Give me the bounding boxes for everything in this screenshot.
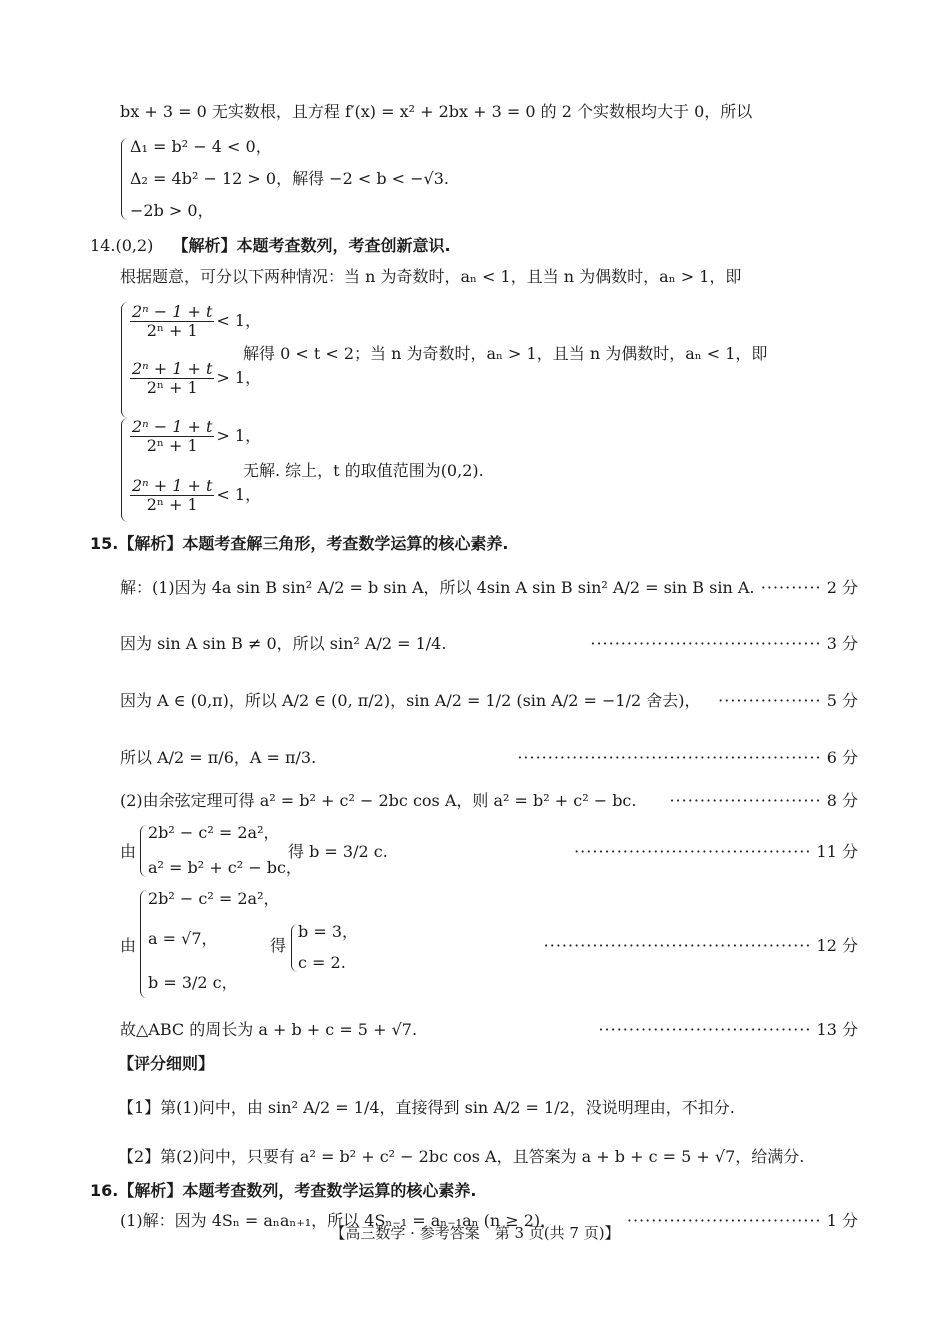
fraction-denominator: 2ⁿ + 1 bbox=[146, 495, 198, 514]
system-line: a² = b² + c² − bc， bbox=[148, 858, 302, 877]
system-brace bbox=[121, 138, 128, 220]
system-brace bbox=[291, 924, 298, 972]
q14-paragraph: 根据题意，可分以下两种情况：当 n 为奇数时，aₙ < 1，且当 n 为偶数时，aₙ > 1，即 bbox=[120, 267, 742, 286]
system-line: 2b² − c² = 2a²， bbox=[148, 823, 280, 842]
system-line: Δ₁ = b² − 4 < 0， bbox=[130, 137, 272, 156]
score-label: ············································ 12 分 bbox=[543, 936, 858, 955]
inequality bbox=[128, 360, 261, 397]
score-label: ················· 5 分 bbox=[718, 691, 858, 710]
system-line: c = 2. bbox=[298, 953, 346, 972]
q15-step: 所以 A/2 = π/6，A = π/3. bbox=[120, 748, 317, 767]
inequality bbox=[128, 418, 261, 455]
rubric-heading: 【评分细则】 bbox=[118, 1054, 215, 1073]
q15-step: 得 bbox=[270, 936, 287, 955]
fraction-denominator: 2ⁿ + 1 bbox=[146, 436, 198, 455]
q15-step: 解：(1)因为 4a sin B sin² A/2 = b sin A，所以 4sin A sin B sin² A/2 = sin B sin A. bbox=[120, 578, 755, 597]
relation: < 1， bbox=[216, 311, 262, 330]
system-line: b = 3/2 c， bbox=[148, 973, 238, 992]
inequality bbox=[128, 477, 261, 514]
score-label: ································ 1 分 bbox=[626, 1211, 858, 1230]
score-label: ························· 8 分 bbox=[669, 791, 858, 810]
page-footer: 【高三数学 · 参考答案 第 3 页(共 7 页)】 bbox=[330, 1224, 620, 1242]
rubric-item: 【2】第(2)问中，只要有 a² = b² + c² − 2bc cos A，且答案为 a + b + c = 5 + √7，给满分. bbox=[118, 1147, 805, 1166]
relation: > 1， bbox=[216, 426, 262, 445]
system-line: a = √7， bbox=[148, 929, 218, 948]
q14-number: 14.(0,2) bbox=[90, 236, 154, 255]
q16-step: (1)解：因为 4Sₙ = aₙaₙ₊₁，所以 4Sₙ₋₁ = aₙ₋₁aₙ (n ≥ 2)， bbox=[120, 1211, 557, 1230]
system-brace bbox=[140, 890, 147, 998]
system-line: 2b² − c² = 2a²， bbox=[148, 889, 280, 908]
q15-step-prefix: 由 bbox=[120, 842, 137, 861]
fraction-numerator: 2ⁿ − 1 + t bbox=[132, 302, 213, 321]
q14-heading bbox=[90, 235, 451, 257]
q15-step: 因为 sin A sin B ≠ 0，所以 sin² A/2 = 1/4. bbox=[120, 634, 447, 653]
q15-heading: 15.【解析】本题考查解三角形，考查数学运算的核心素养. bbox=[90, 534, 509, 553]
relation: < 1， bbox=[216, 485, 262, 504]
fraction-denominator: 2ⁿ + 1 bbox=[146, 321, 198, 340]
q15-step: (2)由余弦定理可得 a² = b² + c² − 2bc cos A，则 a² = b² + c² − bc. bbox=[120, 791, 637, 810]
system-line: Δ₂ = 4b² − 12 > 0，解得 −2 < b < −√3. bbox=[130, 169, 450, 188]
fraction-numerator: 2ⁿ + 1 + t bbox=[132, 359, 213, 378]
system-line: b = 3， bbox=[298, 922, 359, 941]
q16-heading: 16.【解析】本题考查数列，考查数学运算的核心素养. bbox=[90, 1181, 477, 1200]
score-label: ······································ 3 分 bbox=[590, 634, 858, 653]
inequality bbox=[128, 303, 261, 340]
q14-tag: 【解析】本题考查数列，考查创新意识. bbox=[172, 236, 451, 255]
rubric-item: 【1】第(1)问中，由 sin² A/2 = 1/4，直接得到 sin A/2 = 1/2，没说明理由，不扣分. bbox=[118, 1098, 735, 1117]
q14-conclusion-2: 无解. 综上，t 的取值范围为(0,2). bbox=[243, 461, 484, 480]
q15-step: 得 b = 3/2 c. bbox=[288, 842, 388, 861]
score-label: ·················································· 6 分 bbox=[517, 748, 858, 767]
q15-step: 因为 A ∈ (0,π)，所以 A/2 ∈ (0, π/2)，sin A/2 = 1/2 (sin A/2 = −1/2 舍去)， bbox=[120, 691, 701, 710]
system-line: −2b > 0， bbox=[130, 201, 214, 220]
fraction-denominator: 2ⁿ + 1 bbox=[146, 378, 198, 397]
score-label: ······································· 11 分 bbox=[574, 842, 858, 861]
system-brace bbox=[121, 418, 128, 522]
system-brace bbox=[140, 825, 147, 877]
q15-step: 故△ABC 的周长为 a + b + c = 5 + √7. bbox=[120, 1020, 418, 1039]
fraction-numerator: 2ⁿ + 1 + t bbox=[132, 476, 213, 495]
q15-step-prefix: 由 bbox=[120, 936, 137, 955]
relation: > 1， bbox=[216, 368, 262, 387]
fraction-numerator: 2ⁿ − 1 + t bbox=[132, 417, 213, 436]
intro-line: bx + 3 = 0 无实数根，且方程 f′(x) = x² + 2bx + 3 = 0 的 2 个实数根均大于 0，所以 bbox=[120, 102, 753, 121]
score-label: ·········· 2 分 bbox=[760, 578, 858, 597]
score-label: ··································· 13 分 bbox=[598, 1020, 858, 1039]
system-brace bbox=[121, 302, 128, 418]
q14-conclusion-1: 解得 0 < t < 2；当 n 为奇数时，aₙ > 1，且当 n 为偶数时，aₙ < 1，即 bbox=[243, 344, 768, 363]
